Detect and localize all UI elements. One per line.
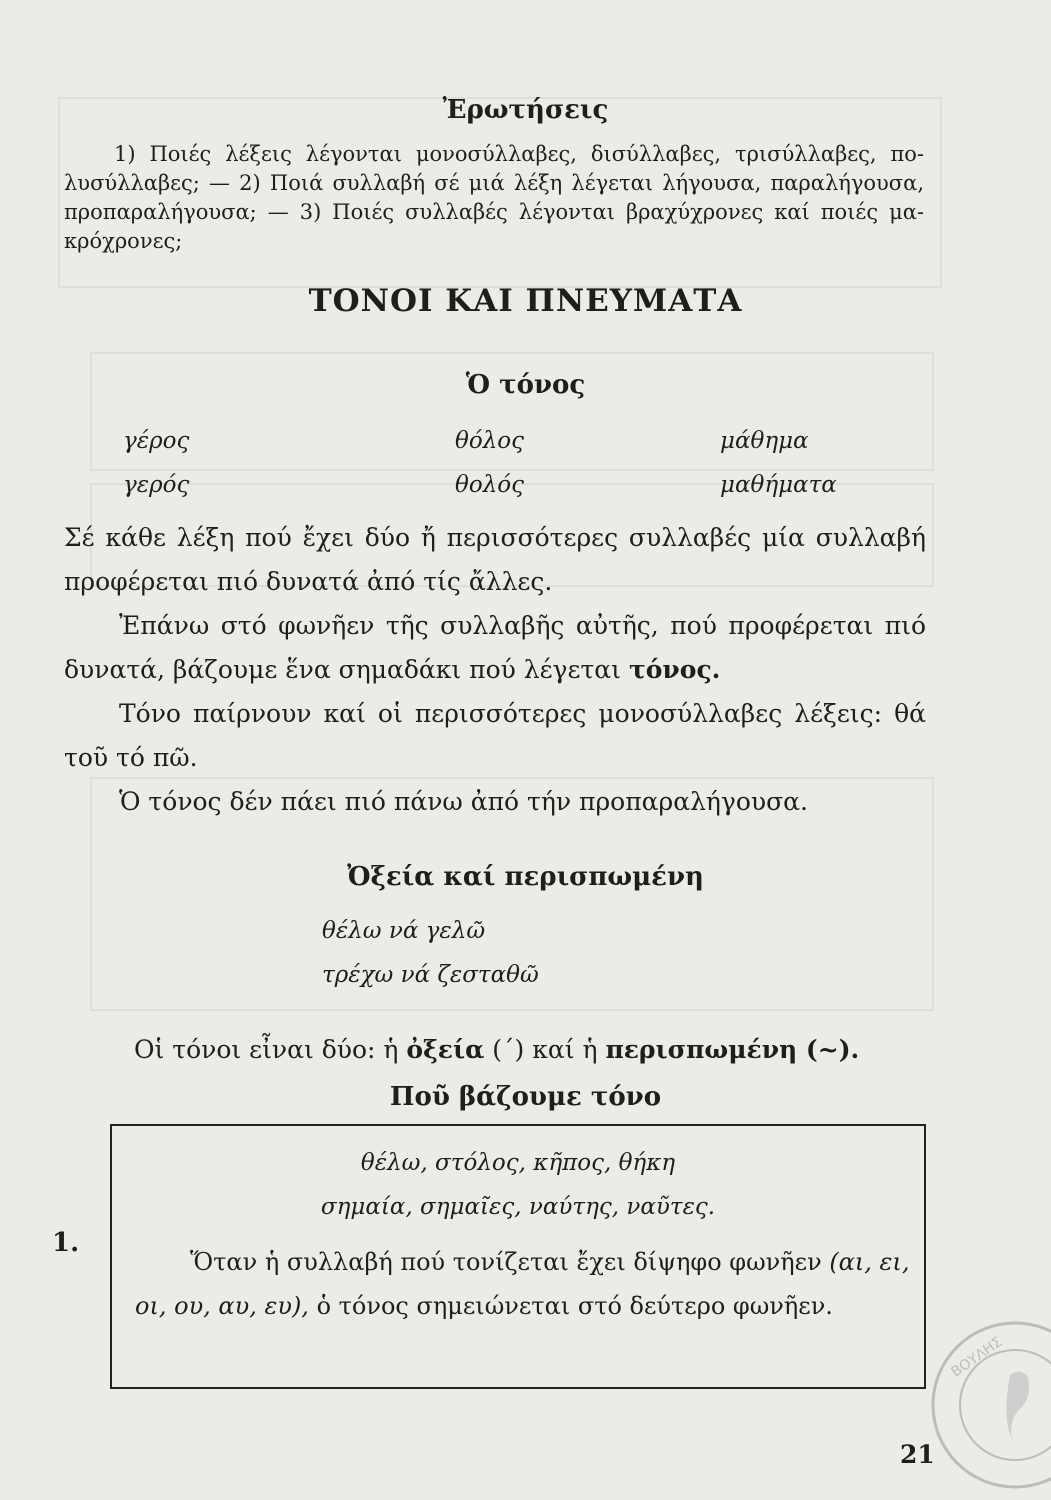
example-phrase: τρέχω νά ζεσταθῶ xyxy=(322,962,539,988)
page-number: 21 xyxy=(900,1440,935,1469)
example-word: γέρος xyxy=(123,428,190,454)
example-phrase: θέλω νά γελῶ xyxy=(322,918,486,944)
term-oxeia: ὀξεία xyxy=(406,1035,485,1064)
section-heading-tonos: Ὁ τόνος xyxy=(465,370,586,400)
example-word: γερός xyxy=(123,472,190,498)
term-perispomeni: περισπωμένη (~). xyxy=(605,1035,860,1064)
questions-paragraph: 1) Ποιές λέξεις λέγονται μονοσύλλαβες, δισύλλαβες, τρισύλλαβες, πο-λυσύλλαβες; — 2) Ποιά συλλαβή σέ μιά λέξη λέγεται λήγουσα, παραλήγουσα, προπαραλήγουσα; — 3) Ποιές συλλαβές λέγονται βραχύχρονες καί ποιές μα-κρόχρονες; xyxy=(64,142,924,253)
questions-heading: Ἐρωτήσεις xyxy=(442,95,609,125)
section-heading-where: Ποῦ βάζουμε τόνο xyxy=(389,1082,662,1112)
accent-types-line: Οἱ τόνοι εἶναι δύο: ἡ ὀξεία (΄) καί ἡ περισπωμένη (~). xyxy=(134,1035,860,1064)
paragraph: Τόνο παίρνουν καί οἱ περισσότερες μονοσύλλαβες λέξεις: θά τοῦ τό πῶ. xyxy=(64,699,926,772)
rule-text: Ὅταν ἡ συλλαβή πού τονίζεται ἔχει δίψηφο φωνῆεν (αι, ει, οι, ου, αυ, ευ), ὁ τόνος σημειώνεται στό δεύτερο φωνῆεν. xyxy=(135,1248,910,1320)
library-stamp-seal xyxy=(910,1320,1051,1490)
diphthong-list: (αι, ει, οι, ου, αυ, ευ), xyxy=(135,1248,910,1320)
questions-text xyxy=(64,140,924,256)
term-tonos: τόνος. xyxy=(628,655,721,684)
example-word: μάθημα xyxy=(720,428,809,454)
example-word: θολός xyxy=(455,472,524,498)
rule-number: 1. xyxy=(52,1228,80,1258)
box-example-line: σημαία, σημαῖες, ναύτης, ναῦτες. xyxy=(320,1194,716,1220)
svg-text:ΒΟΥΛΗΣ: ΒΟΥΛΗΣ xyxy=(948,1334,1006,1381)
paragraph: Ὁ τόνος δέν πάει πιό πάνω ἀπό τήν προπαραλήγουσα. xyxy=(119,787,808,816)
paragraph: Ἐπάνω στό φωνῆεν τῆς συλλαβῆς αὐτῆς, πού προφέρεται πιό δυνατά, βάζουμε ἕνα σημαδάκι πού λέγεται τόνος. xyxy=(64,611,926,684)
example-word: μαθήματα xyxy=(720,472,837,498)
section-heading-oxeia: Ὀξεία καί περισπωμένη xyxy=(347,862,704,892)
paragraph: Σέ κάθε λέξη πού ἔχει δύο ἤ περισσότερες συλλαβές μία συλλαβή προφέρεται πιό δυνατά ἀπό τίς ἄλλες. xyxy=(64,523,926,596)
tonos-body xyxy=(64,516,926,824)
example-word: θόλος xyxy=(455,428,524,454)
chapter-title: ΤΟΝΟΙ ΚΑΙ ΠΝΕΥΜΑΤΑ xyxy=(308,283,743,319)
box-example-line: θέλω, στόλος, κῆπος, θήκη xyxy=(360,1150,676,1176)
